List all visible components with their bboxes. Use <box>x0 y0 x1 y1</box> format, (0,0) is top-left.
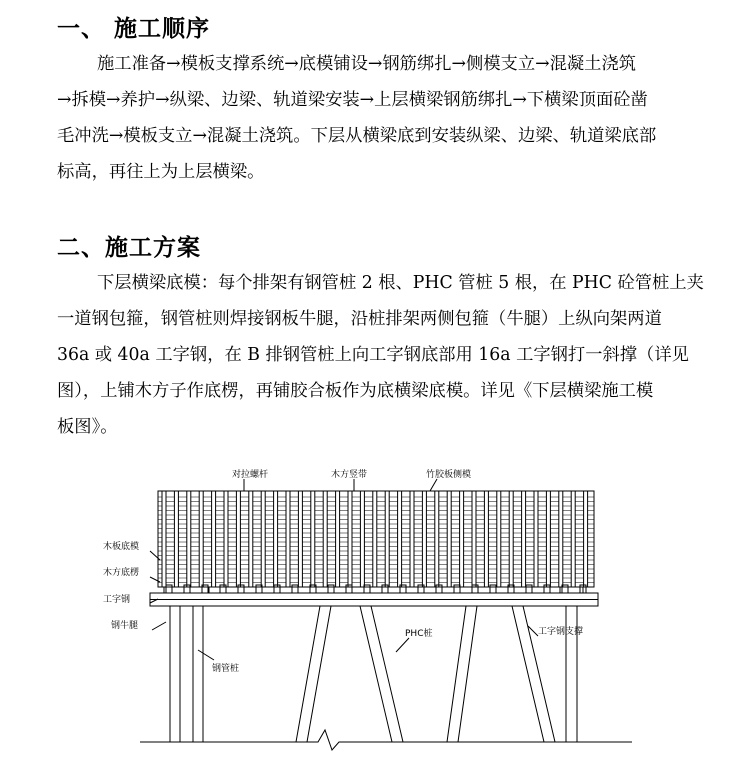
vertical-batten <box>584 491 588 587</box>
paragraph-line: 施工准备→模板支撑系统→底模铺设→钢筋绑扎→侧模支立→混凝土浇筑 <box>97 54 636 74</box>
vertical-batten <box>274 491 278 587</box>
vertical-batten <box>472 491 476 587</box>
vertical-batten <box>546 491 550 587</box>
label-i-beam: 工字钢 <box>103 595 131 605</box>
timber-joist <box>328 585 334 593</box>
vertical-batten <box>323 491 327 587</box>
paragraph-line: 一道钢包箍，钢管桩则焊接钢板牛腿，沿桩排架两侧包箍（牛腿）上纵向架两道 <box>57 309 662 329</box>
vertical-batten <box>410 491 414 587</box>
vertical-batten <box>336 491 340 587</box>
section-heading-2: 二、施工方案 <box>57 235 201 261</box>
label-timber-bottom-joist: 木方底楞 <box>103 568 140 578</box>
vertical-batten <box>509 491 513 587</box>
timber-joist <box>490 585 496 593</box>
vertical-batten <box>398 491 402 587</box>
ground-line <box>140 730 632 750</box>
vertical-batten <box>212 491 216 587</box>
vertical-batten <box>534 491 538 587</box>
vertical-batten <box>311 491 315 587</box>
vertical-batten <box>435 491 439 587</box>
paragraph-line: 板图》。 <box>57 417 118 437</box>
vertical-batten <box>559 491 563 587</box>
label-vertical-battens: 木方竖带 <box>331 470 368 480</box>
vertical-batten <box>447 491 451 587</box>
label-steel-pipe-pile: 钢管桩 <box>212 664 240 674</box>
vertical-batten <box>373 491 377 587</box>
timber-joist <box>166 585 172 593</box>
vertical-batten <box>484 491 488 587</box>
vertical-batten <box>360 491 364 587</box>
label-i-beam-brace: 工字钢支撑 <box>538 627 584 637</box>
vertical-batten <box>261 491 265 587</box>
section-heading-1: 一、 施工顺序 <box>57 16 211 42</box>
vertical-batten <box>286 491 290 587</box>
timber-joist <box>292 585 298 593</box>
paragraph-line: →拆模→养护→纵梁、边梁、轨道梁安装→上层横梁钢筋绑扎→下横梁顶面砼凿 <box>57 90 648 110</box>
vertical-batten <box>249 491 253 587</box>
vertical-batten <box>571 491 575 587</box>
label-steel-bracket: 钢牛腿 <box>111 621 139 631</box>
phc-pile <box>296 606 320 742</box>
vertical-batten <box>385 491 389 587</box>
vertical-batten <box>187 491 191 587</box>
vertical-battens <box>162 491 588 587</box>
timber-joist <box>526 585 532 593</box>
vertical-batten <box>174 491 178 587</box>
paragraph-line: 标高，再往上为上层横梁。 <box>57 162 265 182</box>
vertical-batten <box>460 491 464 587</box>
vertical-batten <box>199 491 203 587</box>
vertical-batten <box>224 491 228 587</box>
vertical-batten <box>298 491 302 587</box>
vertical-batten <box>162 491 166 587</box>
vertical-batten <box>422 491 426 587</box>
vertical-batten <box>522 491 526 587</box>
vertical-batten <box>348 491 352 587</box>
label-phc-pile: PHC桩 <box>405 629 433 639</box>
label-tie-rod: 对拉螺杆 <box>232 470 269 480</box>
label-timber-bottom-form: 木板底模 <box>103 542 140 552</box>
paragraph-line: 36a 或 40a 工字钢，在 B 排钢管桩上向工字钢底部用 16a 工字钢打一斜撑（详见 <box>57 345 689 365</box>
paragraph-line: 下层横梁底模：每个排架有钢管桩 2 根、PHC 管桩 5 根，在 PHC 砼管桩上夹 <box>97 273 704 293</box>
paragraph-line: 毛冲洗→模板支立→混凝土浇筑。下层从横梁底到安装纵梁、边梁、轨道梁底部 <box>57 126 657 146</box>
paragraph-line: 图），上铺木方子作底楞，再铺胶合板作为底横梁底模。详见《下层横梁施工模 <box>57 381 654 401</box>
vertical-batten <box>497 491 501 587</box>
vertical-batten <box>236 491 240 587</box>
label-bamboo-side-form: 竹胶板侧模 <box>426 470 472 480</box>
